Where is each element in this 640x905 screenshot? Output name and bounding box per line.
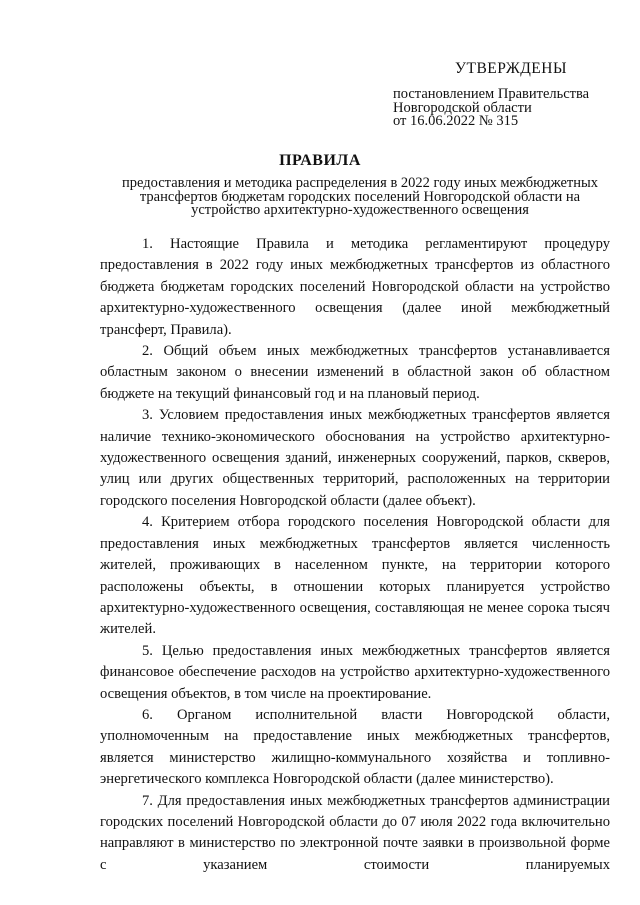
paragraph: 5. Целью предоставления иных межбюджетных трансфертов является финансовое обеспечение расходов на устройство архитектурно-художественного освещения объектов, в том числе на проектирование. xyxy=(100,642,610,702)
document-title: ПРАВИЛА xyxy=(279,152,361,169)
subtitle-line: трансфертов бюджетам городских поселений Новгородской области на xyxy=(139,188,581,205)
approval-title: УТВЕРЖДЕНЫ xyxy=(455,60,567,77)
document-body xyxy=(100,234,610,876)
subtitle-line: предоставления и методика распределения в 2022 году иных межбюджетных xyxy=(122,175,598,191)
approval-line: от 16.06.2022 № 315 xyxy=(393,113,519,129)
document-subtitle xyxy=(100,177,620,218)
subtitle-line: устройство архитектурно-художественного освещения xyxy=(191,202,529,218)
paragraph: 2. Общий объем иных межбюджетных трансфертов устанавливается областным законом о внесении изменений в областной закон об областном бюджете на текущий финансовый год и на плановый период. xyxy=(100,343,610,402)
approval-line: постановлением Правительства xyxy=(393,86,590,102)
paragraph: 3. Условием предоставления иных межбюджетных трансфертов является наличие технико-экономического обоснования на устройство архитектурно-художественного освещения зданий, инженерных сооружений, парков, скверов, улиц или других общественных территорий, расположенных на территории городского поселения Новгородской области (далее объект). xyxy=(100,407,610,509)
paragraph: 1. Настоящие Правила и методика регламентируют процедуру предоставления в 2022 году иных межбюджетных трансфертов из областного бюджета бюджетам городских поселений Новгородской области на устройство архитектурно-художественного освещения (далее иной межбюджетный трансферт, Правила). xyxy=(100,236,610,338)
paragraph: 7. Для предоставления иных межбюджетных трансфертов администрации городских поселений Новгородской области до 07 июля 2022 года включительно направляют в министерство по электронной почте заявки в произвольной форме с указанием стоимости планируемых xyxy=(100,792,610,873)
paragraph: 6. Органом исполнительной власти Новгородской области, уполномоченным на предоставление иных межбюджетных трансфертов, является министерство жилищно-коммунального хозяйства и топливно-энергетического комплекса Новгородской области (далее министерство). xyxy=(100,706,610,788)
approval-line: Новгородской области xyxy=(393,99,532,116)
paragraph: 4. Критерием отбора городского поселения Новгородской области для предоставления иных межбюджетных трансфертов является численность жителей, проживающих в населенном пункте, на территории которого расположены объекты, в отношении которых планируется устройство архитектурно-художественного освещения, составляющая не менее сорока тысяч жителей. xyxy=(100,514,610,638)
approval-stamp xyxy=(393,60,623,129)
